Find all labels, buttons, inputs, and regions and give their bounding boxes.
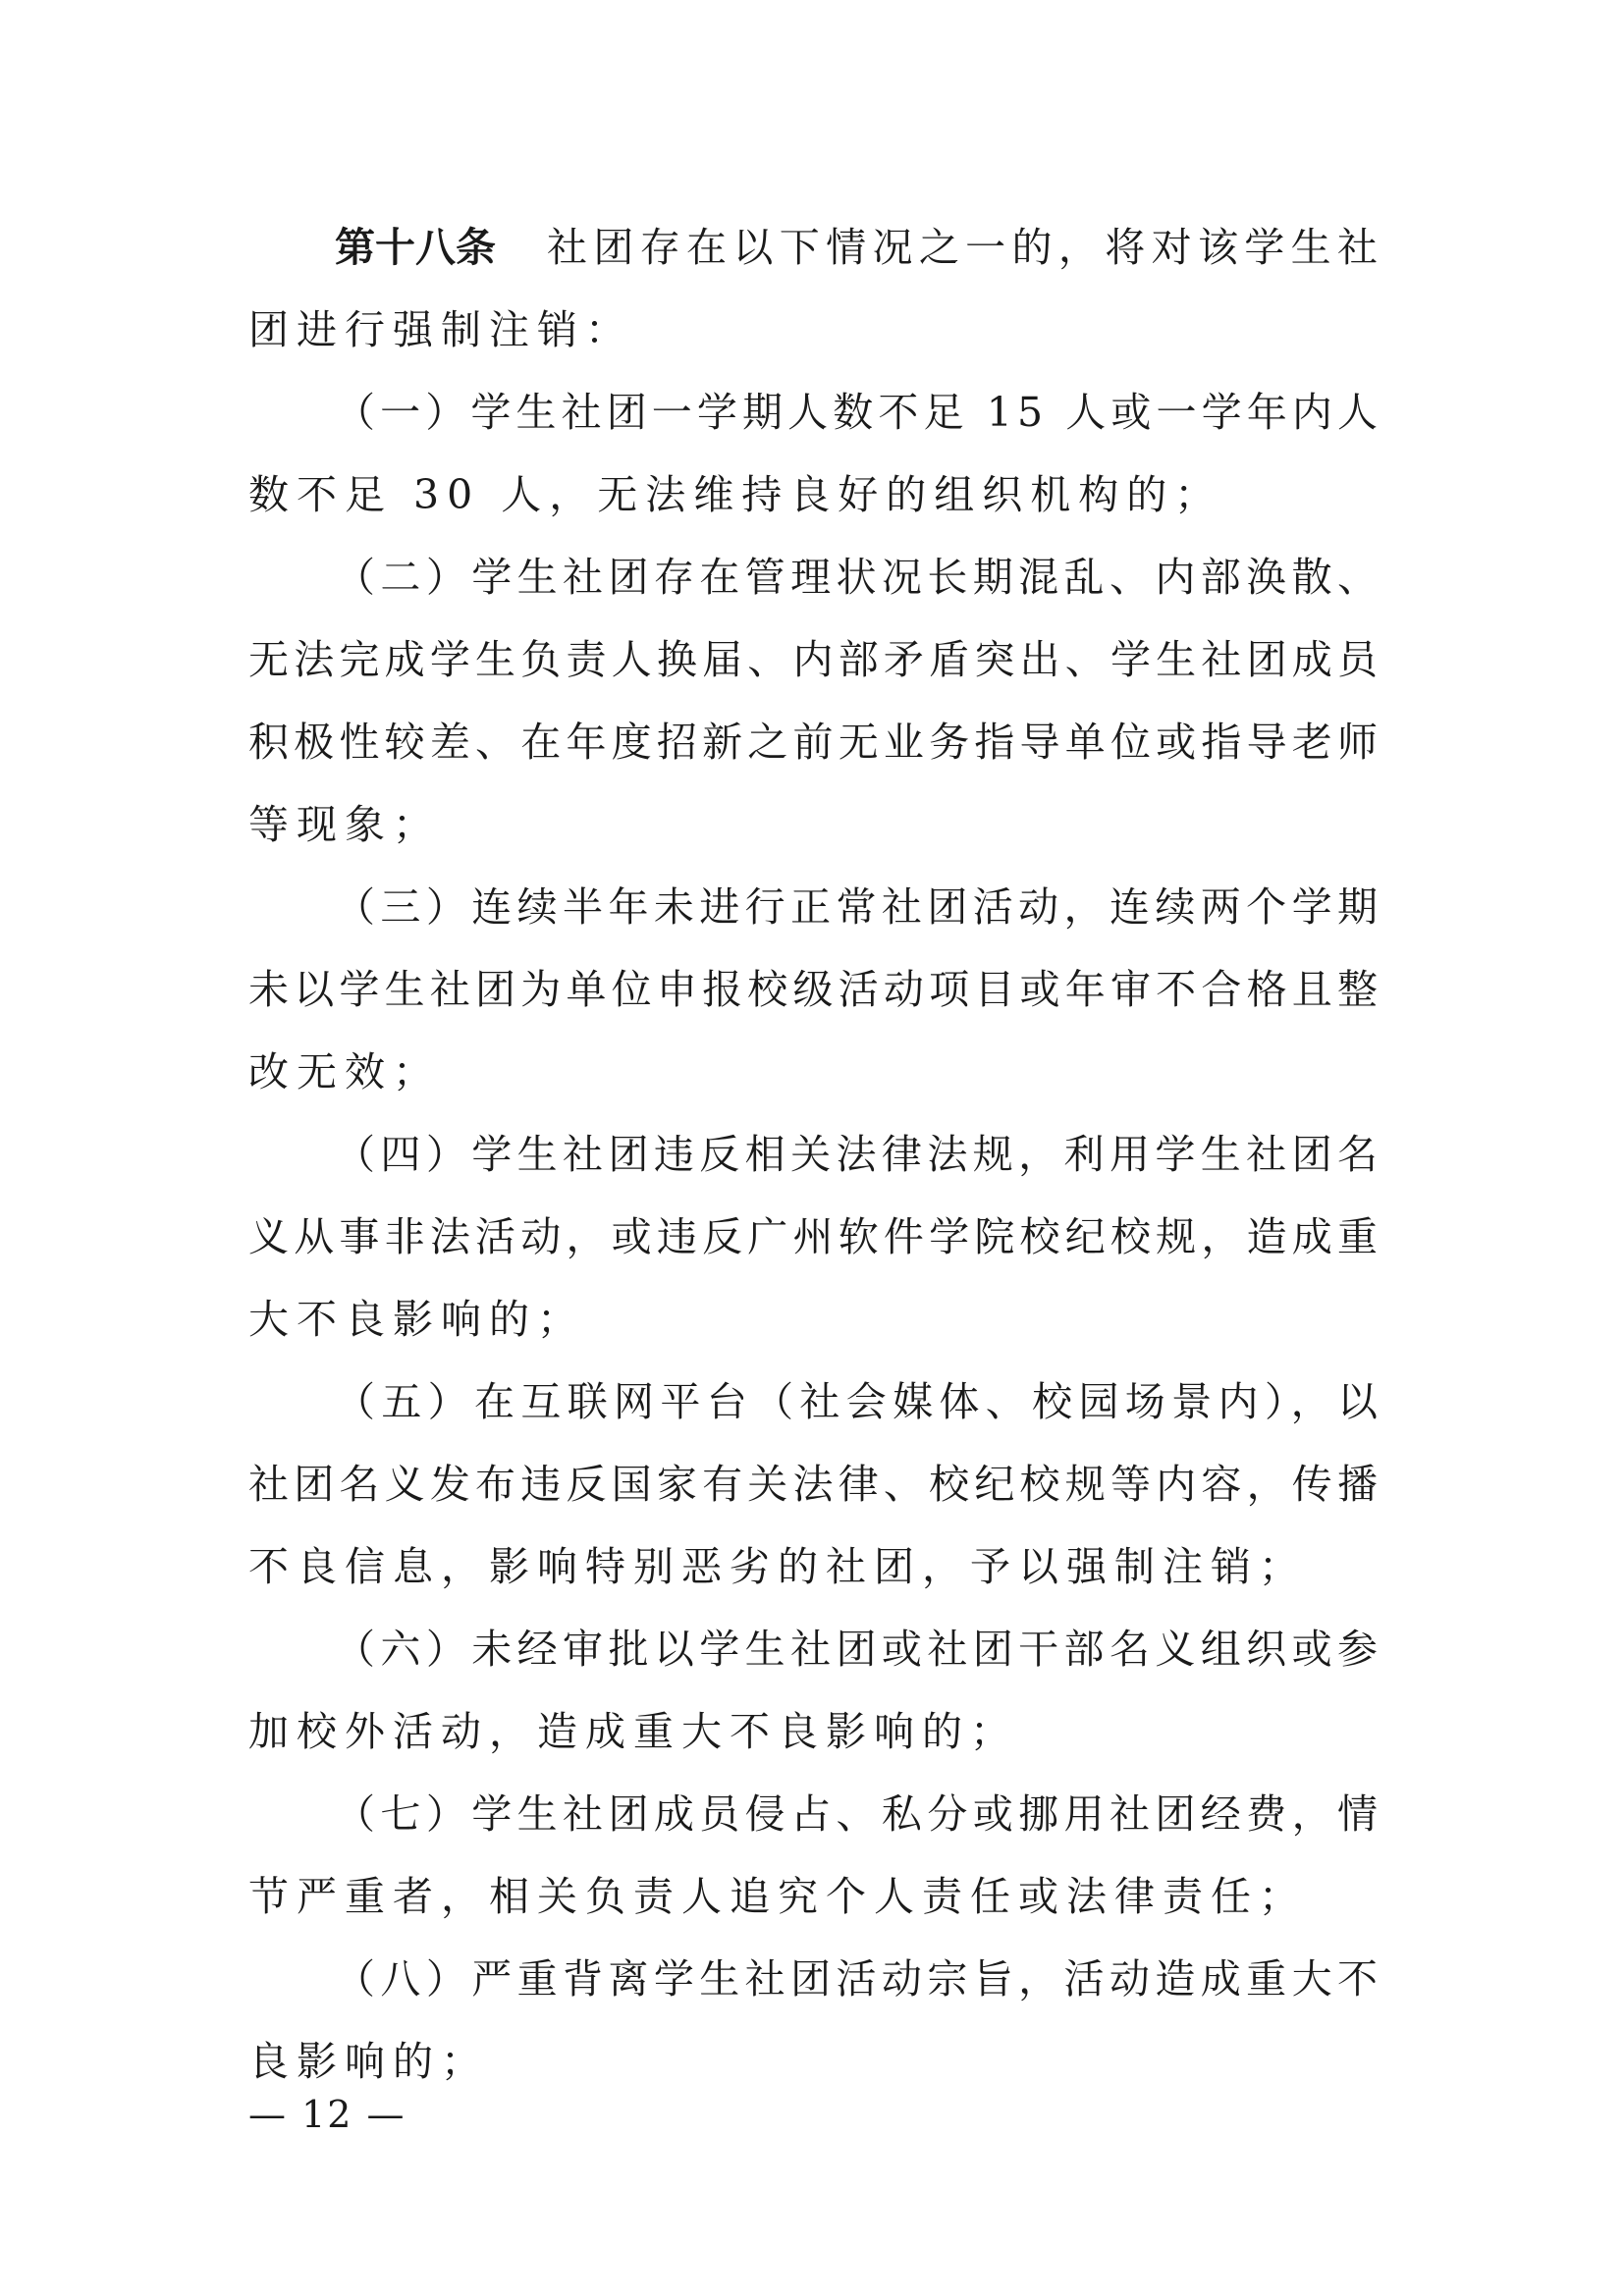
item-line: （七）学生社团成员侵占、私分或挪用社团经费，情: [335, 1790, 1383, 1838]
article-intro: 社团存在以下情况之一的，将对该学生社: [547, 224, 1384, 271]
article-intro-cont: 团进行强制注销：: [248, 306, 633, 353]
article-line: [335, 206, 1384, 289]
item-line: （一）学生社团一学期人数不足 15 人或一学年内人: [335, 389, 1383, 436]
article-line: [248, 289, 633, 371]
item-line: （二）学生社团存在管理状况长期混乱、内部涣散、: [335, 554, 1383, 601]
item-line: 数不足 30 人，无法维持良好的组织机构的；: [248, 471, 1223, 518]
item-line: 不良信息，影响特别恶劣的社团，予以强制注销；: [248, 1543, 1307, 1590]
item-line: （五）在互联网平台（社会媒体、校园场景内），以: [335, 1378, 1384, 1425]
item-line: 积极性较差、在年度招新之前无业务指导单位或指导老师: [248, 719, 1383, 766]
article-title: 第十八条: [335, 224, 496, 271]
item-line: 加校外活动，造成重大不良影响的；: [248, 1708, 1018, 1755]
item-line: （六）未经审批以学生社团或社团干部名义组织或参: [335, 1626, 1383, 1673]
item-line: 改无效；: [248, 1048, 441, 1095]
item-line: （八）严重背离学生社团活动宗旨，活动造成重大不: [335, 1955, 1383, 2002]
item-line: 节严重者，相关负责人追究个人责任或法律责任；: [248, 1873, 1307, 1920]
page-number: — 12 —: [248, 2093, 406, 2136]
item-line: 无法完成学生负责人换届、内部矛盾突出、学生社团成员: [248, 636, 1383, 683]
item-line: （四）学生社团违反相关法律法规，利用学生社团名: [335, 1131, 1383, 1178]
item-line: 社团名义发布违反国家有关法律、校纪校规等内容，传播: [248, 1461, 1383, 1508]
item-line: 良影响的；: [248, 2038, 489, 2085]
item-line: 大不良影响的；: [248, 1296, 585, 1343]
item-line: 等现象；: [248, 801, 441, 848]
item-line: （三）连续半年未进行正常社团活动，连续两个学期: [335, 883, 1383, 931]
item-line: 未以学生社团为单位申报校级活动项目或年审不合格且整: [248, 966, 1383, 1013]
item-line: 义从事非法活动，或违反广州软件学院校纪校规，造成重: [248, 1213, 1383, 1260]
